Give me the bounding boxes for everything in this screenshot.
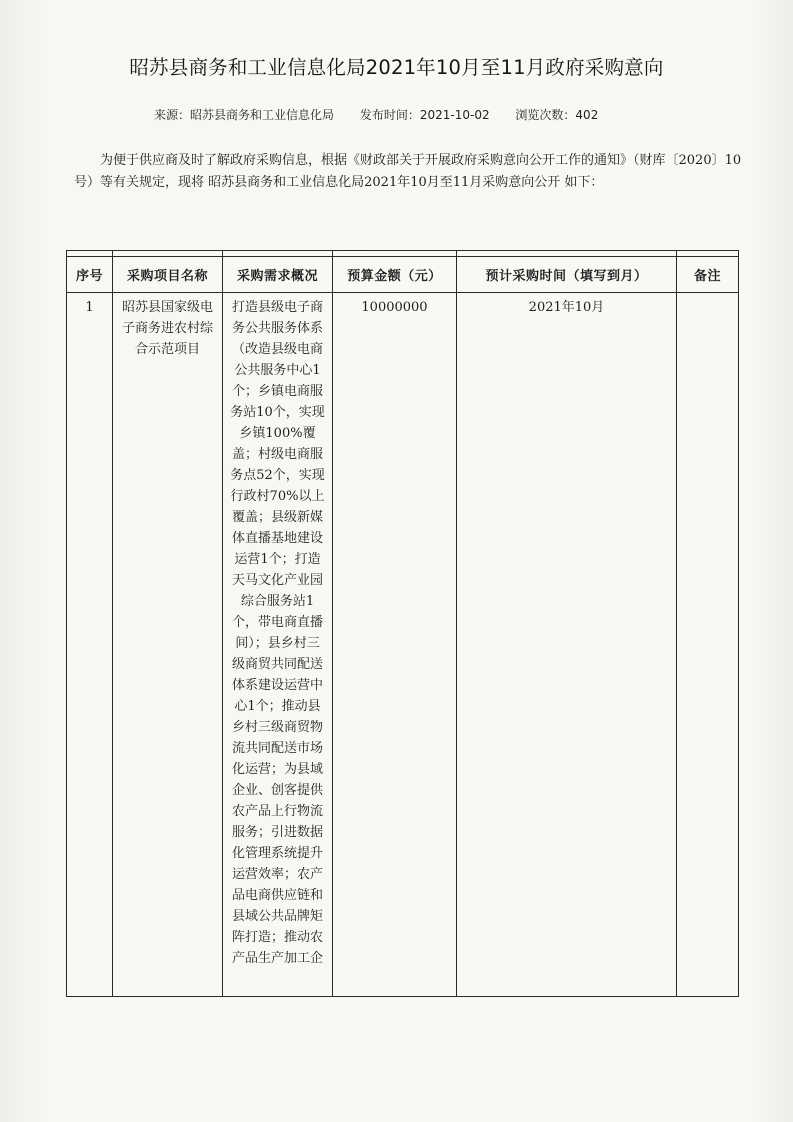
header-time: 预计采购时间（填写到月） xyxy=(457,257,677,293)
cell-desc: 打造县级电子商务公共服务体系（改造县级电商公共服务中心1个；乡镇电商服务站10个，实现乡镇100%覆盖；村级电商服务点52个，实现行政村70%以上覆盖；县级新媒体直播基地建设运营1个；打造天马文化产业园综合服务站1个，带电商直播间）；县乡村三级商贸共同配送体系建设运营中心1个；推动县乡村三级商贸物流共同配送市场化运营；为县域企业、创客提供农产品上行物流服务；引进数据化管理系统提升运营效率；农产品电商供应链和县域公共品牌矩阵打造；推动农产品生产加工企 xyxy=(223,293,333,997)
cell-time: 2021年10月 xyxy=(457,293,677,997)
header-desc: 采购需求概况 xyxy=(223,257,333,293)
header-no: 序号 xyxy=(67,257,113,293)
table-header-row xyxy=(67,257,739,293)
cell-remark xyxy=(677,293,739,997)
procurement-table xyxy=(66,250,739,997)
table-row xyxy=(67,293,739,997)
header-budget: 预算金额（元） xyxy=(333,257,457,293)
header-remark: 备注 xyxy=(677,257,739,293)
intro-text: 为便于供应商及时了解政府采购信息，根据《财政部关于开展政府采购意向公开工作的通知》（财库〔2020〕10号）等有关规定，现将 昭苏县商务和工业信息化局2021年10月至11月采购意向公开 如下： xyxy=(74,153,742,190)
meta-views: 浏览次数：402 xyxy=(515,108,599,122)
intro-paragraph xyxy=(74,150,754,194)
cell-budget: 10000000 xyxy=(333,293,457,997)
cell-name: 昭苏县国家级电子商务进农村综合示范项目 xyxy=(113,293,223,997)
cell-no: 1 xyxy=(67,293,113,997)
header-name: 采购项目名称 xyxy=(113,257,223,293)
document-title: 昭苏县商务和工业信息化局2021年10月至11月政府采购意向 xyxy=(129,56,664,79)
meta-publish-time: 发布时间：2021-10-02 xyxy=(359,108,490,122)
document-meta xyxy=(154,106,674,123)
meta-source: 来源：昭苏县商务和工业信息化局 xyxy=(154,108,335,122)
